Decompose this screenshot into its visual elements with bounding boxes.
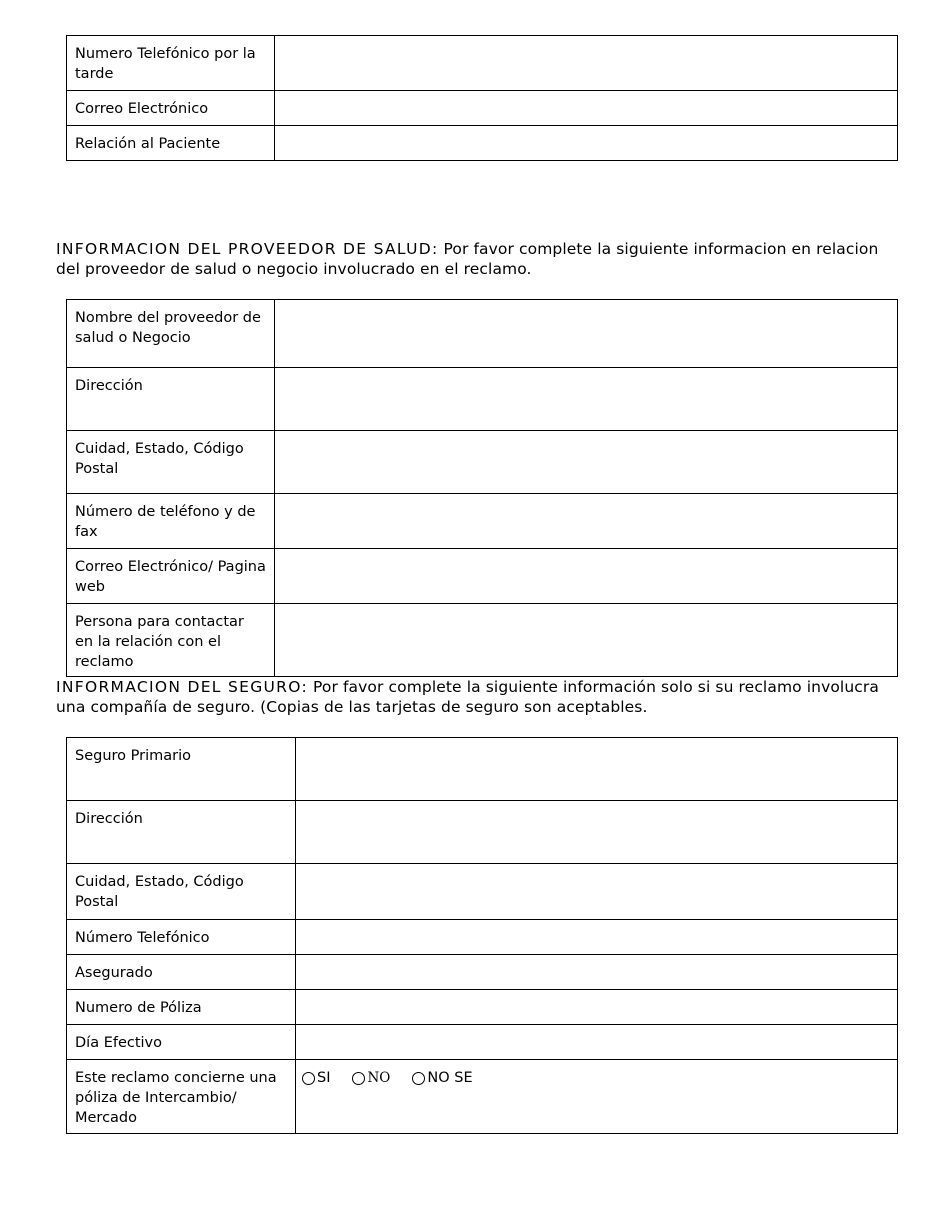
contact-table [66,35,898,161]
insurance-section-heading: INFORMACION DEL SEGURO: [56,678,308,696]
exchange-no-option[interactable] [352,1068,390,1088]
field-label: Nombre del proveedor de salud o Negocio [67,300,275,368]
provider-email-web-field[interactable] [275,549,898,604]
radio-circle-icon[interactable] [302,1072,315,1085]
field-label: Seguro Primario [67,738,296,801]
field-label: Cuidad, Estado, Código Postal [67,864,296,920]
insurance-city-state-zip-field[interactable] [296,864,898,920]
table-row [67,126,898,161]
evening-phone-field[interactable] [275,36,898,91]
insurance-address-field[interactable] [296,801,898,864]
field-label: Correo Electrónico [67,91,275,126]
field-label: Número Telefónico [67,920,296,955]
provider-contact-person-field[interactable] [275,604,898,677]
exchange-yes-option[interactable] [302,1068,330,1088]
table-row [67,801,898,864]
table-row [67,864,898,920]
table-row [67,990,898,1025]
table-row [67,549,898,604]
table-row [67,431,898,494]
provider-city-state-zip-field[interactable] [275,431,898,494]
insurance-section-intro [56,677,896,717]
radio-circle-icon[interactable] [412,1072,425,1085]
table-row [67,1060,898,1134]
insured-field[interactable] [296,955,898,990]
exchange-no-label: NO [367,1070,391,1086]
table-row [67,494,898,549]
table-row [67,1025,898,1060]
insurance-table [66,737,898,1134]
field-label: Persona para contactar en la relación con el reclamo [67,604,275,677]
provider-section-heading: INFORMACION DEL PROVEEDOR DE SALUD: [56,240,439,258]
exchange-unknown-label: NO SE [427,1070,473,1086]
insurance-phone-field[interactable] [296,920,898,955]
table-row [67,738,898,801]
table-row [67,920,898,955]
field-label: Dirección [67,801,296,864]
table-row [67,36,898,91]
field-label: Relación al Paciente [67,126,275,161]
provider-name-field[interactable] [275,300,898,368]
policy-number-field[interactable] [296,990,898,1025]
radio-circle-icon[interactable] [352,1072,365,1085]
table-row [67,955,898,990]
provider-section-text: Por favor complete la siguiente informacion en relacion del proveedor de salud o negocio involucrado en el reclamo. [56,240,879,278]
table-row [67,300,898,368]
table-row [67,368,898,431]
exchange-yes-label: SI [317,1070,331,1086]
field-label: Número de teléfono y de fax [67,494,275,549]
table-row [67,91,898,126]
table-row [67,604,898,677]
email-field[interactable] [275,91,898,126]
relation-to-patient-field[interactable] [275,126,898,161]
field-label: Cuidad, Estado, Código Postal [67,431,275,494]
exchange-policy-options [296,1060,898,1134]
exchange-unknown-option[interactable] [412,1068,472,1088]
field-label: Dirección [67,368,275,431]
exchange-radio-group [298,1068,893,1088]
field-label: Numero de Póliza [67,990,296,1025]
provider-address-field[interactable] [275,368,898,431]
insurance-section-text: Por favor complete la siguiente información solo si su reclamo involucra una compañía de seguro. (Copias de las tarjetas de seguro son aceptables. [56,678,879,716]
field-label: Este reclamo concierne una póliza de Intercambio/ Mercado [67,1060,296,1134]
field-label: Asegurado [67,955,296,990]
provider-table [66,299,898,677]
provider-phone-fax-field[interactable] [275,494,898,549]
effective-date-field[interactable] [296,1025,898,1060]
provider-section-intro [56,239,896,279]
field-label: Día Efectivo [67,1025,296,1060]
primary-insurance-field[interactable] [296,738,898,801]
field-label: Correo Electrónico/ Pagina web [67,549,275,604]
field-label: Numero Telefónico por la tarde [67,36,275,91]
